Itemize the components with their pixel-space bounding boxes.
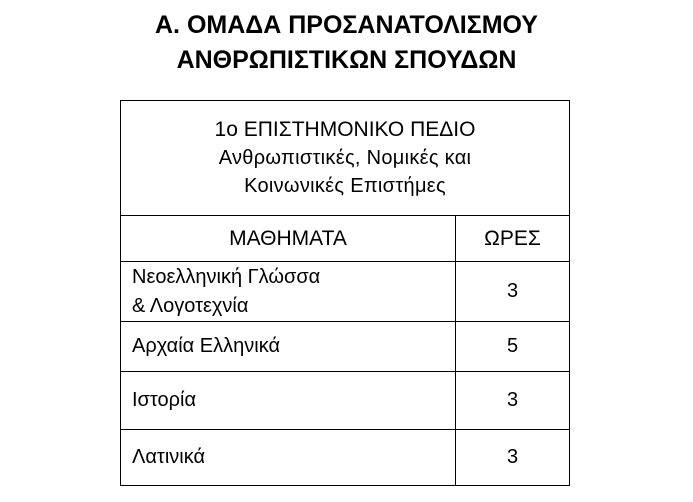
subject-cell: Ιστορία xyxy=(121,372,456,430)
column-header-row xyxy=(121,216,570,262)
field-name-line-2: Κοινωνικές Επιστήμες xyxy=(244,175,446,197)
hours-cell: 3 xyxy=(456,372,570,430)
field-name-line-1: Ανθρωπιστικές, Νομικές και xyxy=(218,147,472,169)
table-row xyxy=(121,372,570,430)
subject-name: Νεοελληνική Γλώσσα xyxy=(132,265,321,288)
title-line-2: ΑΝΘΡΩΠΙΣΤΙΚΩΝ ΣΠΟΥΔΩΝ xyxy=(176,46,517,74)
hours-cell: 3 xyxy=(456,430,570,486)
title-line-1: Α. ΟΜΑΔΑ ΠΡΟΣΑΝΑΤΟΛΙΣΜΟΥ xyxy=(155,11,538,39)
field-header-cell xyxy=(121,101,570,216)
table-row xyxy=(121,322,570,372)
hours-cell: 3 xyxy=(456,262,570,322)
subject-cell: Αρχαία Ελληνικά xyxy=(121,322,456,372)
table-row xyxy=(121,262,570,322)
hours-column-header: ΩΡΕΣ xyxy=(456,216,570,262)
subject-name-cont: & Λογοτεχνία xyxy=(132,294,249,317)
field-header-row xyxy=(121,101,570,216)
subjects-column-header: ΜΑΘΗΜΑΤΑ xyxy=(121,216,456,262)
field-number: 1ο ΕΠΙΣΤΗΜΟΝΙΚΟ ΠΕΔΙΟ xyxy=(214,118,476,141)
page-title xyxy=(0,8,693,78)
hours-cell: 5 xyxy=(456,322,570,372)
table-row xyxy=(121,430,570,486)
subject-cell: Λατινικά xyxy=(121,430,456,486)
subject-cell xyxy=(121,262,456,322)
subjects-table xyxy=(120,100,570,486)
